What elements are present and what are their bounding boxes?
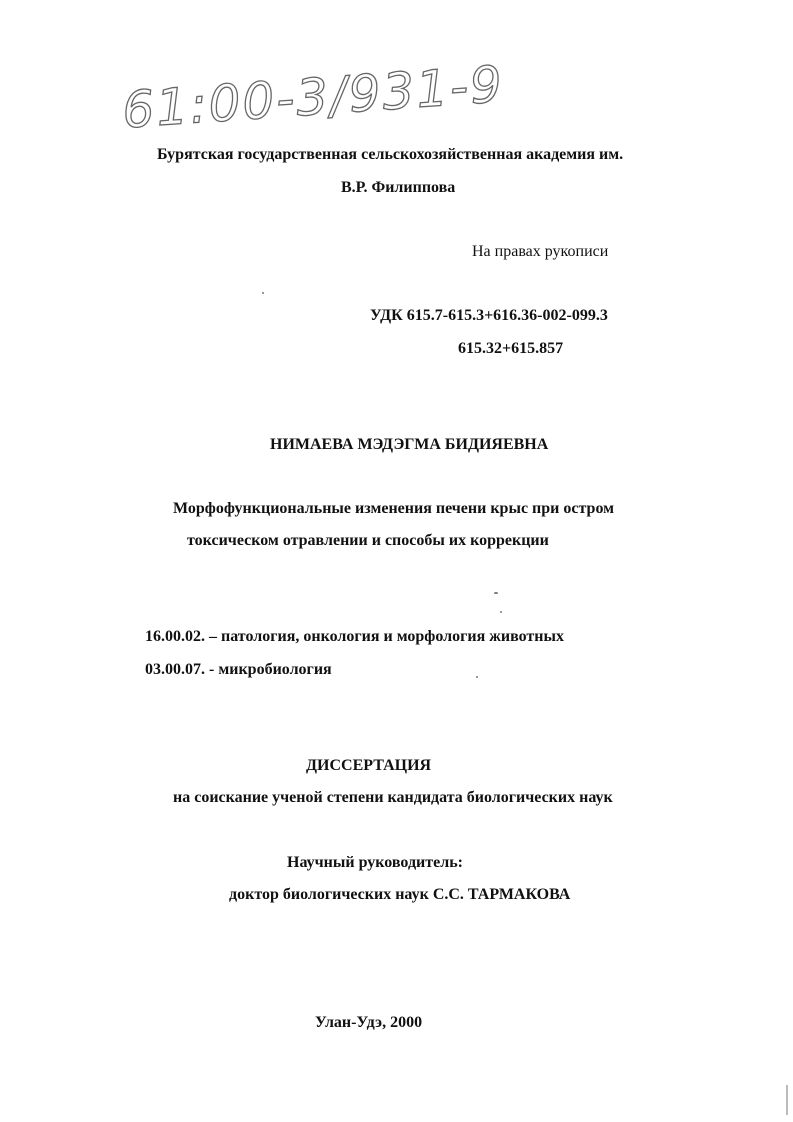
- supervisor-label: Научный руководитель:: [287, 854, 463, 871]
- scan-speck: [494, 592, 498, 594]
- manuscript-note: На правах рукописи: [472, 243, 609, 260]
- archive-code-text: 61:00-3/931-9: [120, 55, 506, 140]
- dissertation-title-line-1: Морфофункциональные изменения печени крыс при остром: [173, 500, 615, 517]
- specialty-line-1: 16.00.02. – патология, онкология и морфология животных: [145, 628, 564, 645]
- place-and-year: Улан-Удэ, 2000: [315, 1014, 423, 1031]
- dissertation-title-line-2: токсическом отравлении и способы их коррекции: [187, 532, 549, 549]
- scan-speck: [476, 676, 478, 678]
- institution-line-2: В.Р. Филиппова: [341, 179, 456, 196]
- institution-line-1: Бурятская государственная сельскохозяйственная академия им.: [157, 146, 624, 163]
- scan-speck: [500, 611, 502, 613]
- supervisor-name: доктор биологических наук С.С. ТАРМАКОВА: [229, 886, 571, 903]
- scan-edge-mark: [786, 1085, 788, 1115]
- document-type: ДИССЕРТАЦИЯ: [306, 757, 432, 774]
- specialty-line-2: 03.00.07. - микробиология: [145, 661, 332, 678]
- udk-line-1: УДК 615.7-615.3+616.36-002-099.3: [370, 307, 608, 324]
- degree-purpose: на соискание ученой степени кандидата биологических наук: [173, 789, 613, 806]
- handwritten-archive-code: [118, 52, 518, 142]
- author-name: НИМАЕВА МЭДЭГМА БИДИЯЕВНА: [270, 436, 549, 453]
- udk-line-2: 615.32+615.857: [458, 340, 564, 357]
- scan-speck: [262, 292, 264, 294]
